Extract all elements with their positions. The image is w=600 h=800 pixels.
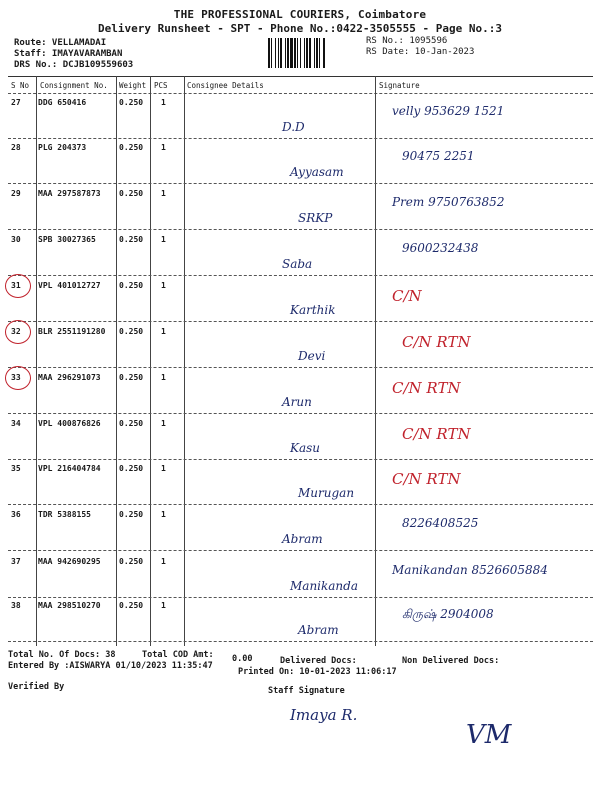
rs-date: RS Date: 10-Jan-2023 <box>366 47 475 57</box>
row-sno: 38 <box>11 601 21 610</box>
row-separator <box>8 229 593 230</box>
row-pcs: 1 <box>161 601 166 610</box>
row-signature-handwritten: C/N <box>392 287 422 305</box>
row-separator <box>8 413 593 414</box>
row-consignment-no: VPL 400876826 <box>38 419 101 428</box>
rs-number: RS No.: 1095596 <box>366 36 448 46</box>
row-separator <box>8 367 593 368</box>
row-signature-handwritten: C/N RTN <box>392 470 461 488</box>
row-consignment-no: PLG 204373 <box>38 143 87 152</box>
printed-on: Printed On: 10-01-2023 11:06:17 <box>238 667 397 677</box>
row-pcs: 1 <box>161 464 166 473</box>
row-sno: 32 <box>11 327 21 336</box>
row-separator <box>8 138 593 139</box>
row-pcs: 1 <box>161 281 166 290</box>
row-consignment-no: VPL 401012727 <box>38 281 101 290</box>
row-signature-handwritten: C/N RTN <box>402 333 471 351</box>
entered-by: Entered By :AISWARYA 01/10/2023 11:35:47 <box>8 661 213 671</box>
row-signature-handwritten: Manikandan 8526605884 <box>392 563 548 577</box>
row-separator <box>8 550 593 551</box>
row-pcs: 1 <box>161 419 166 428</box>
column-divider <box>184 76 185 646</box>
col-header-weight: Weight <box>119 81 147 90</box>
col-header-consignment: Consignment No. <box>40 81 108 90</box>
runsheet-title: THE PROFESSIONAL COURIERS, Coimbatore <box>173 8 427 21</box>
row-separator <box>8 275 593 276</box>
staff-signature-label: Staff Signature <box>268 686 345 696</box>
row-separator <box>8 597 593 598</box>
row-signature-handwritten: 90475 2251 <box>402 149 475 163</box>
row-weight: 0.250 <box>119 143 144 152</box>
row-sno: 37 <box>11 557 21 566</box>
row-consignee-handwritten: D.D <box>282 120 305 134</box>
total-cod-label: Total COD Amt: <box>142 650 214 660</box>
row-weight: 0.250 <box>119 557 144 566</box>
row-consignee-handwritten: Devi <box>298 349 326 363</box>
row-pcs: 1 <box>161 557 166 566</box>
row-consignee-handwritten: Saba <box>282 257 313 271</box>
row-consignment-no: BLR 2551191280 <box>38 327 106 336</box>
col-header-pcs: PCS <box>154 81 168 90</box>
row-pcs: 1 <box>161 327 166 336</box>
row-consignment-no: DDG 650416 <box>38 98 87 107</box>
row-consignee-handwritten: Karthik <box>290 303 336 317</box>
staff-label: Staff: IMAYAVARAMBAN <box>14 49 123 59</box>
runsheet-subtitle: Delivery Runsheet - SPT - Phone No.:0422-3505555 - Page No.:3 <box>98 22 502 35</box>
col-header-consignee: Consignee Details <box>187 81 264 90</box>
row-signature-handwritten: 9600232438 <box>402 241 479 255</box>
red-circle-mark <box>5 320 31 344</box>
row-weight: 0.250 <box>119 189 144 198</box>
staff-signature-handwritten: Imaya R. <box>290 706 358 724</box>
row-signature-handwritten: கிருஷ் 2904008 <box>402 607 494 621</box>
table-top-border <box>8 76 593 77</box>
row-signature-handwritten: 8226408525 <box>402 516 479 530</box>
row-consignment-no: MAA 297587873 <box>38 189 101 198</box>
row-consignee-handwritten: Kasu <box>290 441 321 455</box>
row-separator <box>8 504 593 505</box>
row-consignee-handwritten: Manikanda <box>290 579 358 593</box>
row-consignment-no: VPL 216404784 <box>38 464 101 473</box>
row-pcs: 1 <box>161 189 166 198</box>
row-signature-handwritten: velly 953629 1521 <box>392 104 505 118</box>
row-separator <box>8 641 593 642</box>
row-consignee-handwritten: Abram <box>298 623 339 637</box>
route-label: Route: VELLAMADAI <box>14 38 107 48</box>
row-sno: 35 <box>11 464 21 473</box>
row-pcs: 1 <box>161 235 166 244</box>
row-signature-handwritten: Prem 9750763852 <box>392 195 505 209</box>
row-sno: 34 <box>11 419 21 428</box>
row-consignment-no: TDR 5388155 <box>38 510 91 519</box>
row-consignment-no: MAA 942690295 <box>38 557 101 566</box>
row-consignee-handwritten: Abram <box>282 532 323 546</box>
table-header-divider <box>8 93 593 94</box>
row-consignee-handwritten: SRKP <box>298 211 333 225</box>
row-consignment-no: SPB 30027365 <box>38 235 96 244</box>
col-header-signature: Signature <box>379 81 420 90</box>
row-separator <box>8 321 593 322</box>
row-consignee-handwritten: Ayyasam <box>290 165 344 179</box>
row-weight: 0.250 <box>119 327 144 336</box>
row-sno: 28 <box>11 143 21 152</box>
total-cod-value: 0.00 <box>232 654 253 664</box>
verifier-signature-mark: VM <box>466 720 512 750</box>
row-sno: 33 <box>11 373 21 382</box>
column-divider <box>150 76 151 646</box>
row-sno: 31 <box>11 281 21 290</box>
non-delivered-docs: Non Delivered Docs: <box>402 656 500 666</box>
row-sno: 29 <box>11 189 21 198</box>
column-divider <box>116 76 117 646</box>
column-divider <box>375 76 376 646</box>
barcode-icon <box>268 38 358 68</box>
row-sno: 36 <box>11 510 21 519</box>
row-sno: 30 <box>11 235 21 244</box>
row-consignee-handwritten: Murugan <box>298 486 355 500</box>
row-pcs: 1 <box>161 143 166 152</box>
row-consignment-no: MAA 296291073 <box>38 373 101 382</box>
row-signature-handwritten: C/N RTN <box>392 379 461 397</box>
row-signature-handwritten: C/N RTN <box>402 425 471 443</box>
row-weight: 0.250 <box>119 373 144 382</box>
row-weight: 0.250 <box>119 235 144 244</box>
drs-number: DRS No.: DCJB109559603 <box>14 60 134 70</box>
row-pcs: 1 <box>161 373 166 382</box>
row-separator <box>8 183 593 184</box>
column-divider <box>36 76 37 646</box>
delivered-docs: Delivered Docs: <box>280 656 357 666</box>
row-consignment-no: MAA 298510270 <box>38 601 101 610</box>
row-weight: 0.250 <box>119 98 144 107</box>
row-pcs: 1 <box>161 98 166 107</box>
row-weight: 0.250 <box>119 419 144 428</box>
col-header-sno: S No <box>11 81 30 90</box>
total-docs: Total No. Of Docs: 38 <box>8 650 116 660</box>
row-weight: 0.250 <box>119 510 144 519</box>
row-weight: 0.250 <box>119 281 144 290</box>
verified-by: Verified By <box>8 682 65 692</box>
row-sno: 27 <box>11 98 21 107</box>
row-pcs: 1 <box>161 510 166 519</box>
row-weight: 0.250 <box>119 601 144 610</box>
red-circle-mark <box>5 366 31 390</box>
row-weight: 0.250 <box>119 464 144 473</box>
red-circle-mark <box>5 274 31 298</box>
row-separator <box>8 459 593 460</box>
row-consignee-handwritten: Arun <box>282 395 312 409</box>
